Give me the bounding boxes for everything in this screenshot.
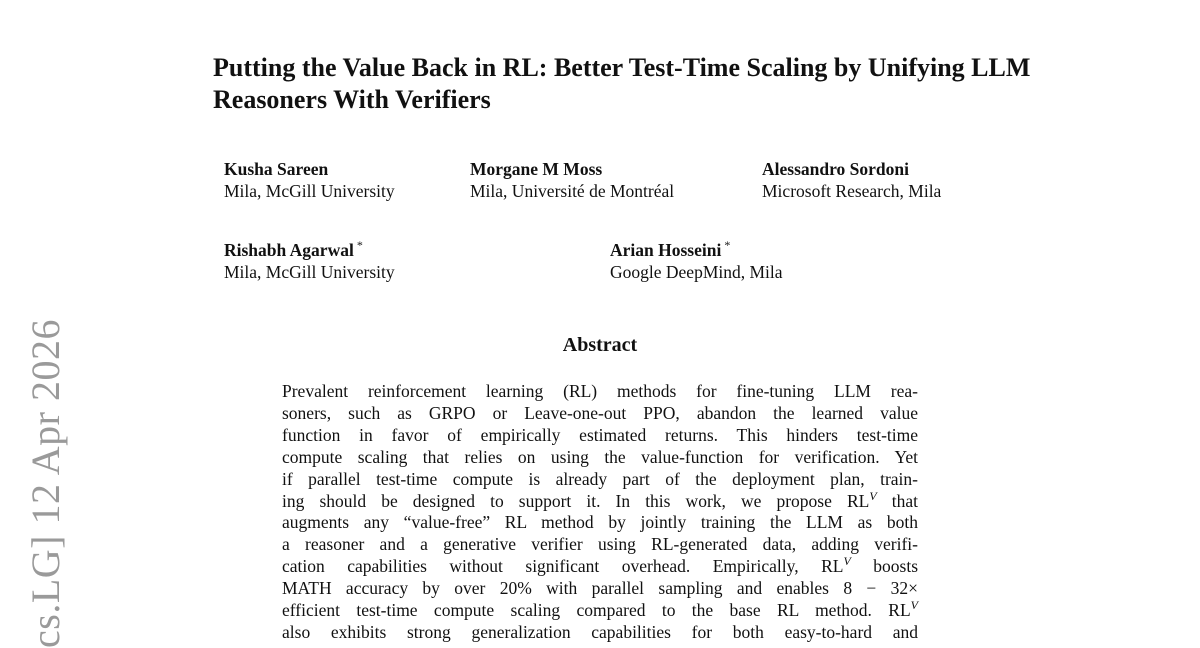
- paper-title: Putting the Value Back in RL: Better Test-Time Scaling by Unifying LLM Reasoners With Verifiers: [213, 53, 1031, 114]
- abstract-line: soners, such as GRPO or Leave-one-out PPO, abandon the learned value: [282, 402, 918, 423]
- abstract-heading-text: Abstract: [562, 334, 638, 356]
- equal-contribution-mark: *: [724, 238, 731, 252]
- author-name: Alessandro Sordoni: [762, 159, 910, 179]
- author-affiliation: Mila, McGill University: [224, 181, 395, 201]
- abstract-line: Prevalent reinforcement learning (RL) methods for fine-tuning LLM rea-: [282, 381, 918, 401]
- author-affiliation: Mila, Université de Montréal: [470, 181, 675, 201]
- author-affiliation: Microsoft Research, Mila: [762, 181, 942, 201]
- abstract-line: also exhibits strong generalization capabilities for both easy-to-hard and: [282, 621, 918, 642]
- abstract-line: [282, 556, 918, 578]
- abstract-text: efficient test-time compute scaling compared to the base RL method. RL: [282, 600, 911, 621]
- abstract-body: [282, 381, 922, 644]
- abstract-line: [282, 600, 918, 622]
- author-name: Morgane M Moss: [470, 159, 603, 179]
- superscript: V: [910, 598, 918, 613]
- author-block: [224, 234, 395, 283]
- author-block: [610, 234, 783, 283]
- abstract-line: a reasoner and a generative verifier using RL-generated data, adding verifi-: [282, 534, 918, 555]
- abstract-text: boosts: [850, 556, 919, 577]
- abstract-text: cation capabilities without significant overhead. Empirically, RL: [282, 556, 844, 577]
- abstract-line: augments any “value-free” RL method by jointly training the LLM as both: [282, 512, 918, 533]
- superscript: V: [843, 554, 851, 569]
- abstract-line: function in favor of empirically estimated returns. This hinders test-time: [282, 424, 918, 445]
- superscript: V: [869, 488, 877, 503]
- abstract-line: compute scaling that relies on using the value-function for verification. Yet: [282, 446, 918, 467]
- author-name: Kusha Sareen: [224, 159, 329, 179]
- author-affiliation: Mila, McGill University: [224, 261, 395, 282]
- author-affiliation: Google DeepMind, Mila: [610, 261, 783, 282]
- abstract-heading: [0, 334, 1200, 357]
- abstract-text: ing should be designed to support it. In this work, we propose RL: [282, 490, 870, 511]
- abstract-line: MATH accuracy by over 20% with parallel sampling and enables 8 − 32×: [282, 578, 918, 599]
- author-block: [762, 158, 941, 202]
- abstract-text: that: [876, 490, 918, 511]
- arxiv-side-stamp: cs.LG] 12 Apr 2026: [23, 319, 68, 648]
- author-name: Rishabh Agarwal: [224, 239, 354, 260]
- abstract-line: [282, 488, 918, 513]
- equal-contribution-mark: *: [356, 238, 363, 252]
- author-block: [470, 158, 674, 202]
- abstract-line: if parallel test-time compute is already part of the deployment plan, train-: [282, 468, 918, 489]
- author-name: Arian Hosseini: [610, 239, 722, 260]
- author-block: [224, 158, 395, 202]
